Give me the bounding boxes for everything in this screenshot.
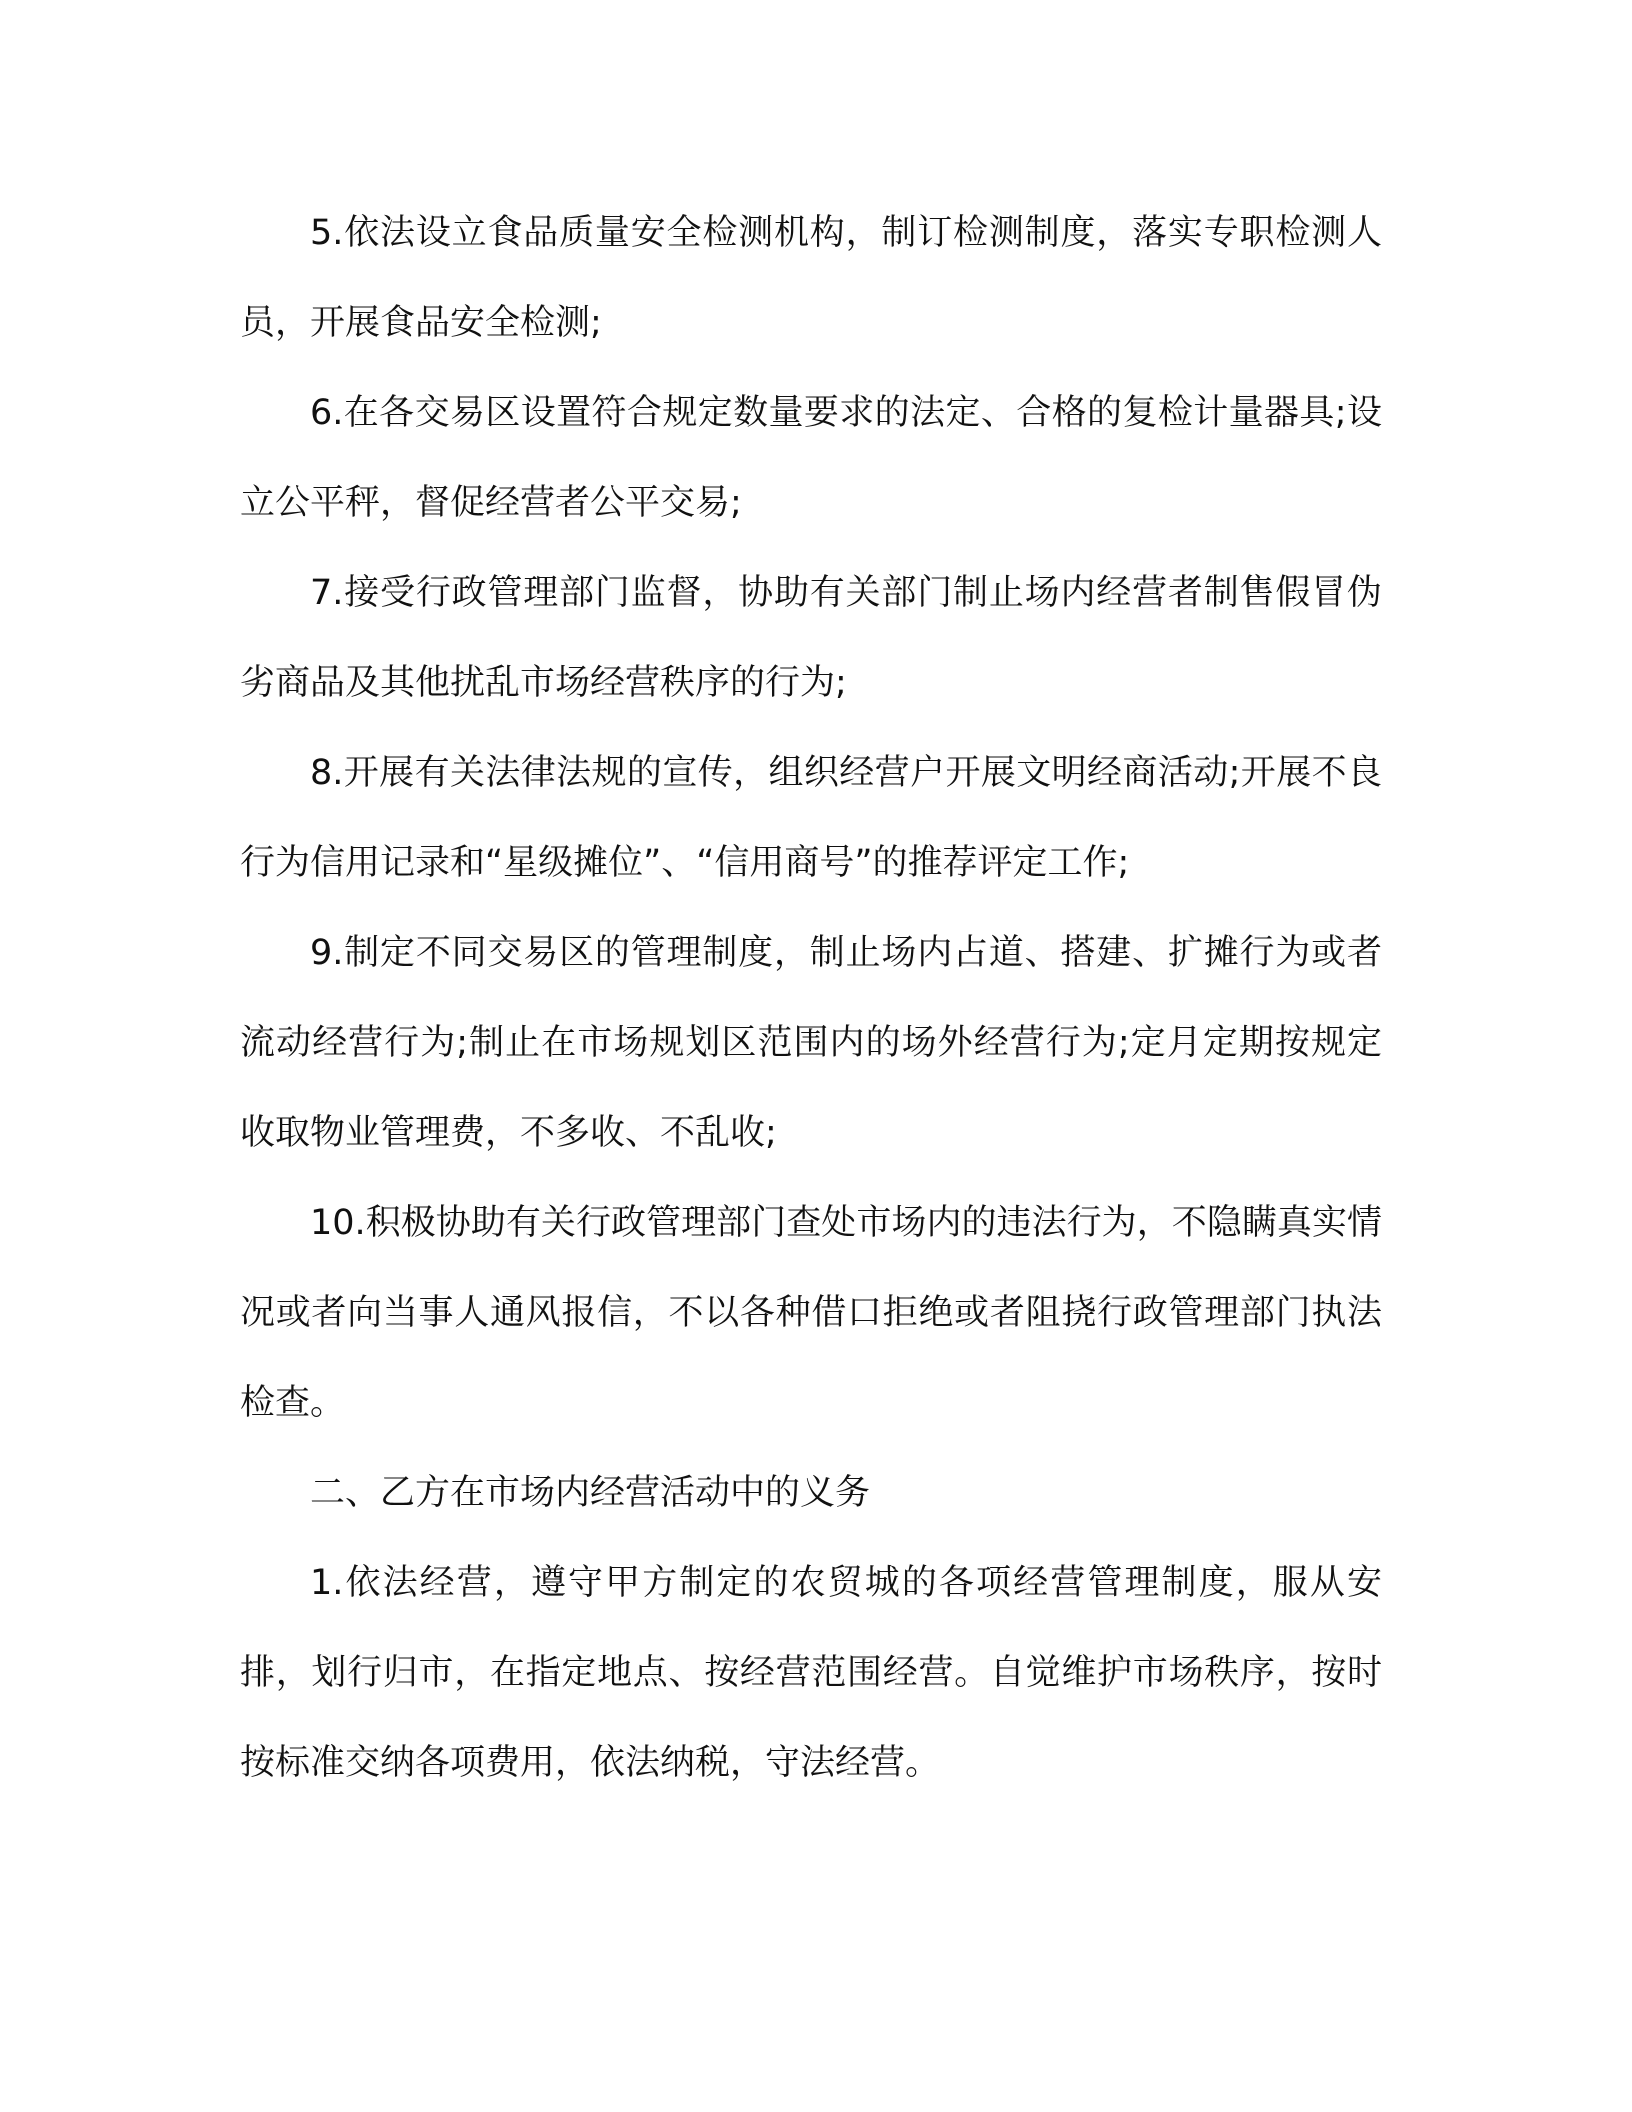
section-paragraph-1: 1.依法经营，遵守甲方制定的农贸城的各项经营管理制度，服从安排，划行归市，在指定地点、按经营范围经营。自觉维护市场秩序，按时按标准交纳各项费用，依法纳税，守法经营。 [240, 1563, 1382, 1783]
section-heading: 二、乙方在市场内经营活动中的义务 [310, 1473, 871, 1513]
paragraph-item-8: 8.开展有关法律法规的宣传，组织经营户开展文明经商活动;开展不良行为信用记录和“星级摊位”、“信用商号”的推荐评定工作; [240, 753, 1382, 883]
paragraph-item-5: 5.依法设立食品质量安全检测机构，制订检测制度，落实专职检测人员，开展食品安全检测; [240, 213, 1382, 343]
document-body [240, 188, 1382, 1808]
paragraph-item-9: 9.制定不同交易区的管理制度，制止场内占道、搭建、扩摊行为或者流动经营行为;制止在市场规划区范围内的场外经营行为;定月定期按规定收取物业管理费，不多收、不乱收; [240, 933, 1382, 1153]
paragraph-item-6: 6.在各交易区设置符合规定数量要求的法定、合格的复检计量器具;设立公平秤，督促经营者公平交易; [240, 393, 1382, 523]
paragraph-item-10: 10.积极协助有关行政管理部门查处市场内的违法行为，不隐瞒真实情况或者向当事人通风报信，不以各种借口拒绝或者阻挠行政管理部门执法检查。 [240, 1203, 1382, 1423]
paragraph-item-7: 7.接受行政管理部门监督，协助有关部门制止场内经营者制售假冒伪劣商品及其他扰乱市场经营秩序的行为; [240, 573, 1382, 703]
